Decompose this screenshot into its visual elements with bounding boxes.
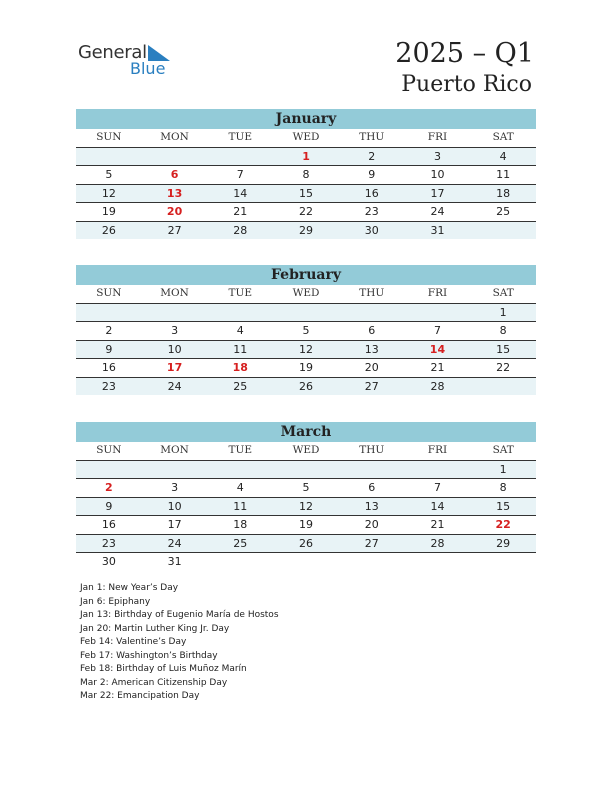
- date-cell: 31: [430, 223, 445, 237]
- holiday-item: Mar 2: American Citizenship Day: [80, 677, 228, 688]
- date-cell: 14: [430, 499, 445, 513]
- date-cell: 3: [433, 149, 441, 163]
- date-cell: 11: [233, 342, 248, 356]
- date-cell: 18: [233, 518, 248, 531]
- date-cell: 19: [101, 205, 116, 218]
- date-cell: [273, 304, 339, 322]
- week-row: [76, 359, 536, 378]
- holiday-item: Jan 13: Birthday of Eugenio María de Hostos: [80, 610, 279, 620]
- date-cell: 29: [496, 536, 511, 550]
- date-cell: 16: [101, 361, 116, 374]
- date-cell: 26: [299, 379, 314, 393]
- weekday-row: [76, 129, 536, 148]
- date-cell: 26: [299, 536, 314, 550]
- date-cell: 16: [364, 186, 379, 200]
- week-row: [76, 322, 536, 341]
- date-cell: 9: [105, 499, 113, 513]
- date-cell: [339, 461, 405, 479]
- holiday-item: Jan 20: Martin Luther King Jr. Day: [80, 623, 230, 634]
- holiday-item: Mar 22: Emancipation Day: [80, 691, 200, 701]
- date-cell: 5: [105, 168, 113, 181]
- week-row: [76, 378, 536, 396]
- brand-logo: [78, 40, 178, 80]
- date-cell: 13: [364, 342, 379, 356]
- date-cell: 25: [496, 205, 511, 218]
- date-cell: 23: [364, 205, 379, 218]
- weekday-label: FRI: [427, 131, 448, 143]
- month-march: [76, 422, 536, 571]
- date-cell: 26: [101, 223, 116, 237]
- date-cell: [207, 461, 273, 479]
- holiday-date: 13: [166, 186, 183, 200]
- date-cell: [76, 304, 142, 322]
- date-cell: 7: [236, 168, 244, 181]
- date-cell: 15: [299, 186, 314, 200]
- date-cell: 24: [167, 379, 182, 393]
- page-subtitle: Puerto Rico: [401, 72, 532, 97]
- date-cell: 28: [430, 536, 445, 550]
- holiday-list: [80, 582, 279, 704]
- week-row: [76, 479, 536, 498]
- date-cell: 2: [368, 149, 376, 163]
- weekday-label: THU: [359, 287, 385, 299]
- date-cell: 12: [101, 186, 116, 200]
- date-cell: 8: [499, 324, 507, 337]
- date-cell: [273, 461, 339, 479]
- date-cell: 30: [364, 223, 379, 237]
- weekday-label: FRI: [427, 444, 448, 456]
- week-row: [76, 553, 536, 571]
- date-cell: 8: [302, 168, 310, 181]
- brand-word-blue: Blue: [130, 59, 166, 78]
- date-cell: [76, 461, 142, 479]
- holiday-date: 18: [232, 361, 248, 374]
- date-cell: 4: [236, 481, 244, 494]
- date-cell: 15: [496, 342, 511, 356]
- date-cell: 14: [233, 186, 248, 200]
- weekday-label: SUN: [96, 131, 122, 143]
- date-cell: 19: [299, 518, 314, 531]
- weekday-label: MON: [160, 131, 189, 143]
- weekday-label: THU: [359, 131, 385, 143]
- date-cell: [142, 304, 208, 322]
- date-cell: 23: [101, 536, 116, 550]
- date-cell: [339, 304, 405, 322]
- date-cell: 6: [368, 481, 376, 494]
- date-cell: 2: [105, 324, 113, 337]
- holiday-item: Jan 6: Epiphany: [80, 596, 151, 607]
- weekday-label: SUN: [96, 287, 122, 299]
- date-cell: 20: [364, 361, 379, 374]
- date-cell: 7: [433, 324, 441, 337]
- weekday-label: FRI: [427, 287, 448, 299]
- date-cell: 4: [499, 149, 507, 163]
- holiday-date: 2: [105, 481, 113, 494]
- weekday-row: [76, 442, 536, 461]
- date-cell: [470, 222, 536, 240]
- date-cell: 9: [105, 342, 113, 356]
- week-row: [76, 341, 536, 360]
- week-row: [76, 516, 536, 535]
- weekday-label: SAT: [492, 131, 514, 143]
- date-cell: 16: [101, 518, 116, 531]
- holiday-date: 17: [166, 361, 183, 374]
- date-cell: 5: [302, 324, 310, 337]
- date-cell: 11: [496, 168, 511, 181]
- date-cell: 21: [233, 205, 248, 218]
- month-january: [76, 109, 536, 239]
- weekday-label: MON: [160, 287, 189, 299]
- date-cell: 27: [167, 223, 182, 237]
- date-cell: 28: [233, 223, 248, 237]
- holiday-date: 22: [495, 518, 511, 531]
- date-cell: 24: [167, 536, 182, 550]
- date-cell: 12: [299, 342, 314, 356]
- date-cell: [470, 553, 536, 571]
- date-cell: 22: [299, 205, 314, 218]
- holiday-item: Feb 14: Valentine’s Day: [80, 637, 187, 647]
- date-cell: 12: [299, 499, 314, 513]
- date-cell: 11: [233, 499, 248, 513]
- date-cell: 21: [430, 518, 445, 531]
- weekday-label: SAT: [492, 444, 514, 456]
- weekday-label: WED: [292, 287, 320, 299]
- holiday-date: 14: [429, 342, 446, 356]
- date-cell: 6: [368, 324, 376, 337]
- brand-word-general: General: [78, 42, 147, 63]
- date-cell: 23: [101, 379, 116, 393]
- month-header: January: [76, 109, 536, 129]
- date-cell: [207, 304, 273, 322]
- date-cell: 10: [430, 168, 445, 181]
- weekday-label: SUN: [96, 444, 122, 456]
- weekday-label: TUE: [228, 444, 253, 456]
- holiday-date: 6: [170, 168, 179, 181]
- weekday-row: [76, 285, 536, 304]
- weekday-label: TUE: [228, 131, 253, 143]
- date-cell: [405, 304, 471, 322]
- date-cell: 1: [499, 462, 507, 476]
- date-cell: 24: [430, 205, 445, 218]
- date-cell: 25: [233, 379, 248, 393]
- date-cell: 25: [233, 536, 248, 550]
- date-cell: 15: [496, 499, 511, 513]
- date-cell: 7: [433, 481, 441, 494]
- date-cell: 10: [167, 342, 182, 356]
- week-row: [76, 185, 536, 204]
- month-header: February: [76, 265, 536, 285]
- date-cell: 18: [496, 186, 511, 200]
- date-cell: [273, 553, 339, 571]
- holiday-item: Feb 18: Birthday of Luis Muñoz Marín: [80, 664, 247, 674]
- date-cell: 30: [101, 555, 116, 568]
- date-cell: 5: [302, 481, 310, 494]
- week-row: [76, 148, 536, 167]
- date-cell: [142, 148, 208, 166]
- date-cell: 8: [499, 481, 507, 494]
- page-title: 2025 – Q1: [395, 38, 534, 69]
- date-cell: 29: [299, 223, 314, 237]
- date-cell: [207, 148, 273, 166]
- holiday-date: 1: [302, 149, 310, 163]
- weekday-label: MON: [160, 444, 189, 456]
- date-cell: [142, 461, 208, 479]
- week-row: [76, 461, 536, 480]
- week-row: [76, 535, 536, 554]
- date-cell: 20: [364, 518, 379, 531]
- date-cell: 17: [167, 518, 182, 531]
- date-cell: [405, 553, 471, 571]
- week-row: [76, 304, 536, 323]
- date-cell: [405, 461, 471, 479]
- date-cell: 17: [430, 186, 445, 200]
- weekday-label: WED: [292, 131, 320, 143]
- date-cell: [207, 553, 273, 571]
- date-cell: 21: [430, 361, 445, 374]
- holiday-date: 20: [166, 205, 183, 218]
- week-row: [76, 166, 536, 185]
- weekday-label: WED: [292, 444, 320, 456]
- week-row: [76, 203, 536, 222]
- date-cell: 28: [430, 379, 445, 393]
- date-cell: 27: [364, 379, 379, 393]
- date-cell: 27: [364, 536, 379, 550]
- month-header: March: [76, 422, 536, 442]
- weekday-label: SAT: [492, 287, 514, 299]
- date-cell: [470, 378, 536, 396]
- date-cell: 3: [171, 481, 179, 494]
- week-row: [76, 498, 536, 517]
- date-cell: 31: [167, 555, 182, 568]
- holiday-item: Jan 1: New Year’s Day: [80, 583, 179, 593]
- week-row: [76, 222, 536, 240]
- date-cell: 4: [236, 324, 244, 337]
- date-cell: 1: [499, 305, 507, 319]
- holiday-item: Feb 17: Washington’s Birthday: [80, 650, 218, 661]
- date-cell: [339, 553, 405, 571]
- date-cell: 22: [496, 361, 511, 374]
- date-cell: [76, 148, 142, 166]
- date-cell: 9: [368, 168, 376, 181]
- date-cell: 13: [364, 499, 379, 513]
- date-cell: 10: [167, 499, 182, 513]
- date-cell: 3: [171, 324, 179, 337]
- date-cell: 19: [299, 361, 314, 374]
- weekday-label: TUE: [228, 287, 253, 299]
- weekday-label: THU: [359, 444, 385, 456]
- month-february: [76, 265, 536, 395]
